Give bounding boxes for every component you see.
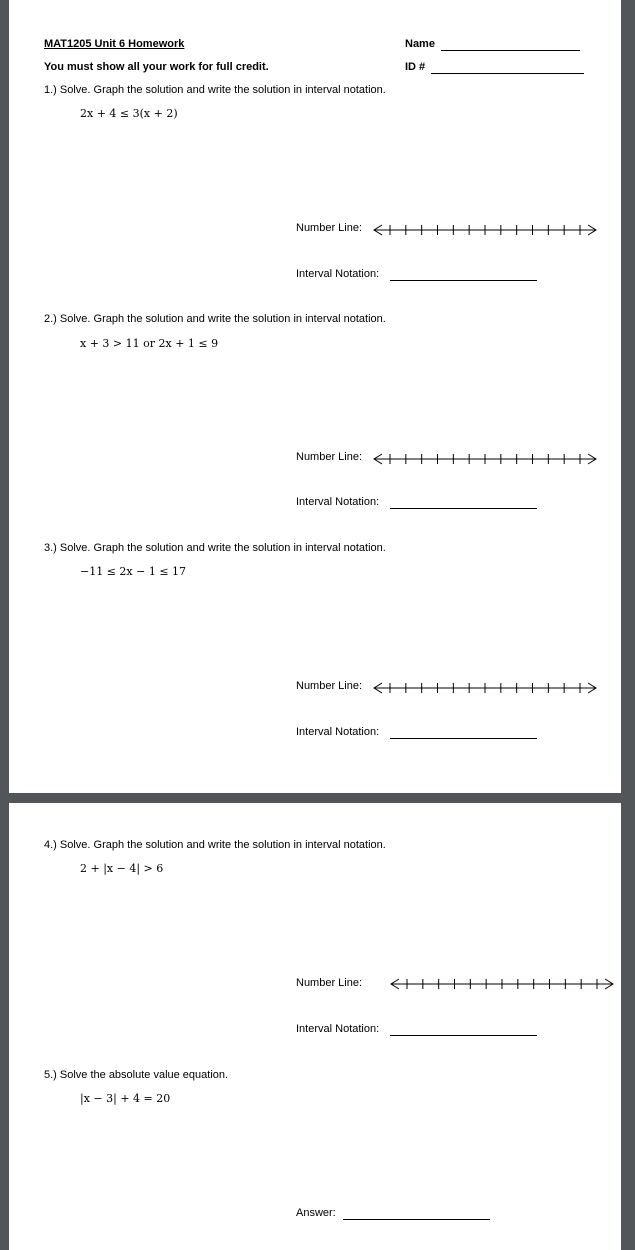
problem-5-prompt: 5.) Solve the absolute value equation. — [44, 1069, 229, 1081]
id-label: ID # — [405, 61, 426, 73]
answer-label: Answer: — [296, 1207, 336, 1219]
name-label: Name — [405, 38, 435, 50]
number-line[interactable] — [372, 679, 598, 697]
answer-field[interactable] — [343, 1219, 490, 1220]
course-title: MAT1205 Unit 6 Homework — [44, 38, 185, 50]
number-line-label: Number Line: — [296, 680, 363, 692]
number-line[interactable] — [389, 975, 615, 993]
page-2 — [9, 803, 621, 1250]
problem-4-prompt: 4.) Solve. Graph the solution and write the solution in interval notation. — [44, 839, 386, 851]
number-line[interactable] — [372, 450, 598, 468]
number-line-label: Number Line: — [296, 222, 363, 234]
interval-notation-field[interactable] — [390, 280, 537, 281]
interval-notation-label: Interval Notation: — [296, 268, 380, 280]
problem-1-expression: 2x + 4 ≤ 3(x + 2) — [80, 107, 178, 120]
id-field[interactable] — [431, 73, 584, 74]
problem-2-prompt: 2.) Solve. Graph the solution and write the solution in interval notation. — [44, 313, 386, 325]
interval-notation-label: Interval Notation: — [296, 726, 380, 738]
number-line-label: Number Line: — [296, 977, 363, 989]
name-field[interactable] — [441, 50, 580, 51]
page-1 — [9, 0, 621, 793]
problem-3-prompt: 3.) Solve. Graph the solution and write the solution in interval notation. — [44, 542, 386, 554]
instructions: You must show all your work for full credit. — [44, 61, 269, 73]
problem-2-expression: x + 3 > 11 or 2x + 1 ≤ 9 — [80, 337, 219, 350]
problem-4-expression: 2 + |x − 4| > 6 — [80, 862, 164, 875]
interval-notation-field[interactable] — [390, 738, 537, 739]
problem-3-expression: −11 ≤ 2x − 1 ≤ 17 — [80, 565, 187, 578]
interval-notation-label: Interval Notation: — [296, 496, 380, 508]
number-line-label: Number Line: — [296, 451, 363, 463]
number-line[interactable] — [372, 221, 598, 239]
interval-notation-label: Interval Notation: — [296, 1023, 380, 1035]
interval-notation-field[interactable] — [390, 1035, 537, 1036]
problem-1-prompt: 1.) Solve. Graph the solution and write the solution in interval notation. — [44, 84, 386, 96]
problem-5-expression: |x − 3| + 4 = 20 — [80, 1092, 171, 1105]
interval-notation-field[interactable] — [390, 508, 537, 509]
